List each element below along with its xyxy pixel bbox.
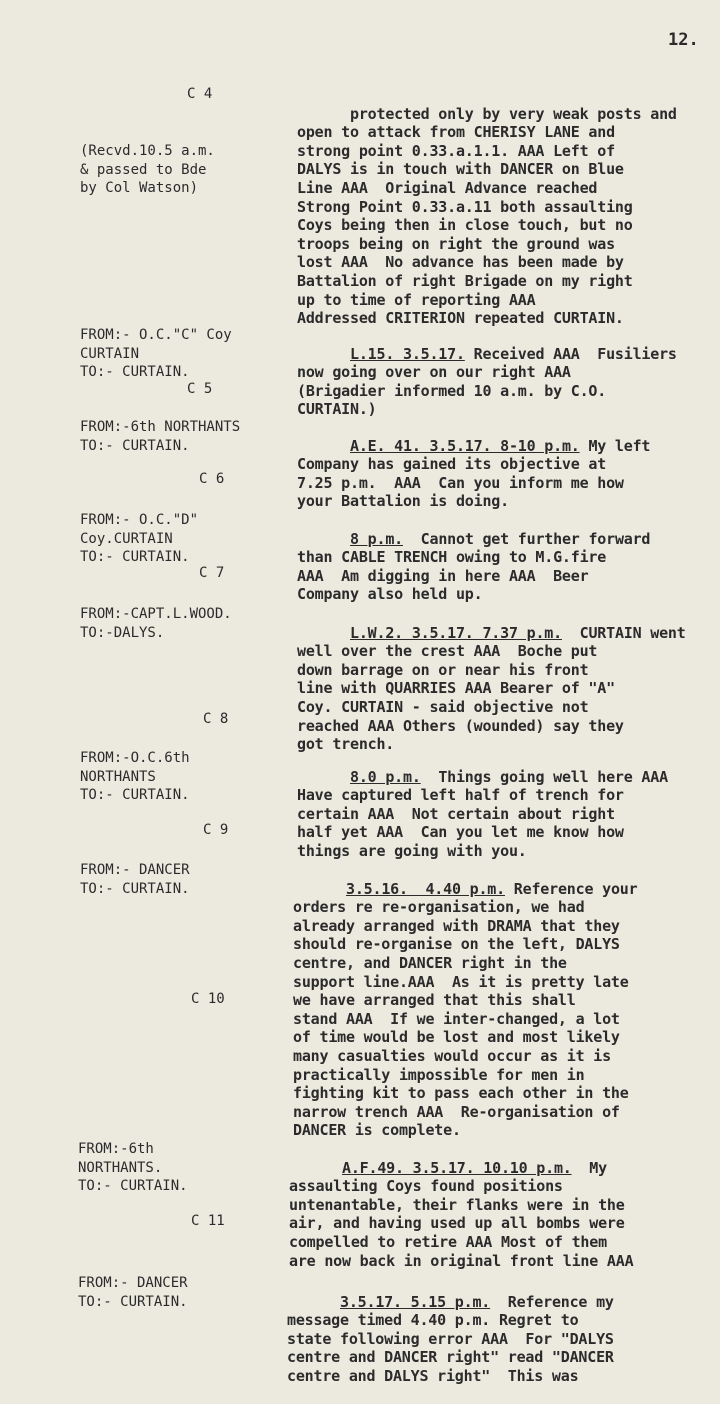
message-body <box>297 86 717 346</box>
message-heading: L.W.2. 3.5.17. 7.37 p.m. <box>350 623 562 642</box>
message-code: C 10 <box>191 991 225 1007</box>
message-heading: L.15. 3.5.17. <box>350 344 465 363</box>
message-sender: FROM:-CAPT.L.WOOD. TO:-DALYS. <box>80 606 232 641</box>
message-code: C 9 <box>203 822 229 838</box>
message-sender: FROM:- DANCER TO:- CURTAIN. <box>78 1275 188 1310</box>
message-sender: FROM:- DANCER TO:- CURTAIN. <box>80 862 190 897</box>
message-body <box>297 749 717 879</box>
message-code: C 4 <box>187 86 213 102</box>
message-text: Reference my message timed 4.40 p.m. Regret to state following error AAA For "DALYS centre and DANCER right" read "DANCER centre and DALYS right" This was <box>287 1292 614 1385</box>
message-heading: A.F.49. 3.5.17. 10.10 p.m. <box>342 1158 572 1177</box>
message-text: Received AAA Fusiliers now going over on our right AAA (Brigadier informed 10 a.m. by C.O. CURTAIN.) <box>297 344 677 419</box>
message-sender: FROM:-6th NORTHANTS. TO:- CURTAIN. <box>78 1141 188 1195</box>
message-sender: (Recvd.10.5 a.m. & passed to Bde by Col Watson) <box>80 143 215 197</box>
message-sender: FROM:-6th NORTHANTS TO:- CURTAIN. <box>80 419 241 454</box>
message-text: Reference your orders re re-organisation, we had already arranged with DRAMA that they should re-organise on the left, DALYS centre, and DANCER right in the support line.AAA As it is pretty late we have arranged that this shall stand AAA If we inter-changed, a lot of time would be lost and most likely many casualties would occur as it is practically impossible for men in fighting kit to pass each other in the narrow trench AAA Re-organisation of DANCER is complete. <box>293 879 638 1140</box>
message-text: Things going well here AAA Have captured left half of trench for certain AAA Not certain about right half yet AAA Can you let me know how things are going with you. <box>297 767 668 860</box>
message-text: My left Company has gained its objective at 7.25 p.m. AAA Can you inform me how your Battalion is doing. <box>297 436 651 511</box>
message-text: Cannot get further forward than CABLE TRENCH owing to M.G.fire AAA Am digging in here AAA Beer Company also held up. <box>297 529 651 604</box>
message-heading: A.E. 41. 3.5.17. 8-10 p.m. <box>350 436 580 455</box>
message-heading: 8 p.m. <box>350 529 403 548</box>
page-number: 12. <box>668 30 699 50</box>
message-sender: FROM:-O.C.6th NORTHANTS TO:- CURTAIN. <box>80 750 190 804</box>
message-body <box>293 861 713 1159</box>
message-heading: 3.5.17. 5.15 p.m. <box>340 1292 491 1311</box>
message-sender: FROM:- O.C."D" Coy.CURTAIN TO:- CURTAIN. <box>80 512 199 566</box>
message-text: CURTAIN went well over the crest AAA Boche put down barrage on or near his front line with QUARRIES AAA Bearer of "A" Coy. CURTAIN - said objective not reached AAA Others (wounded) say they got trench. <box>297 623 686 754</box>
message-code: C 11 <box>191 1213 225 1229</box>
message-body <box>287 1274 707 1404</box>
message-sender: FROM:- O.C."C" Coy CURTAIN TO:- CURTAIN. <box>80 327 232 381</box>
message-code: C 6 <box>199 471 225 487</box>
message-text: My assaulting Coys found positions untenantable, their flanks were in the air, and having used up all bombs were compelled to retire AAA Most of them are now back in original front line AAA <box>289 1158 634 1270</box>
message-body <box>297 605 717 772</box>
message-code: C 5 <box>187 381 213 397</box>
message-code: C 7 <box>199 565 225 581</box>
message-heading: 8.0 p.m. <box>350 767 421 786</box>
message-text: protected only by very weak posts and open to attack from CHERISY LANE and strong point 0.33.a.1.1. AAA Left of DALYS is in touch with DANCER on Blue Line AAA Original Advance reached Strong Point 0.33.a.11 both assaulting Coys being then in close touch, but no troops being on right the ground was lost AAA No advance has been made by Battalion of right Brigade on my right up to time of reporting AAA Addressed CRITERION repeated CURTAIN. <box>297 104 677 328</box>
message-code: C 8 <box>203 711 229 727</box>
message-heading: 3.5.16. 4.40 p.m. <box>346 879 505 898</box>
message-body <box>289 1140 709 1289</box>
